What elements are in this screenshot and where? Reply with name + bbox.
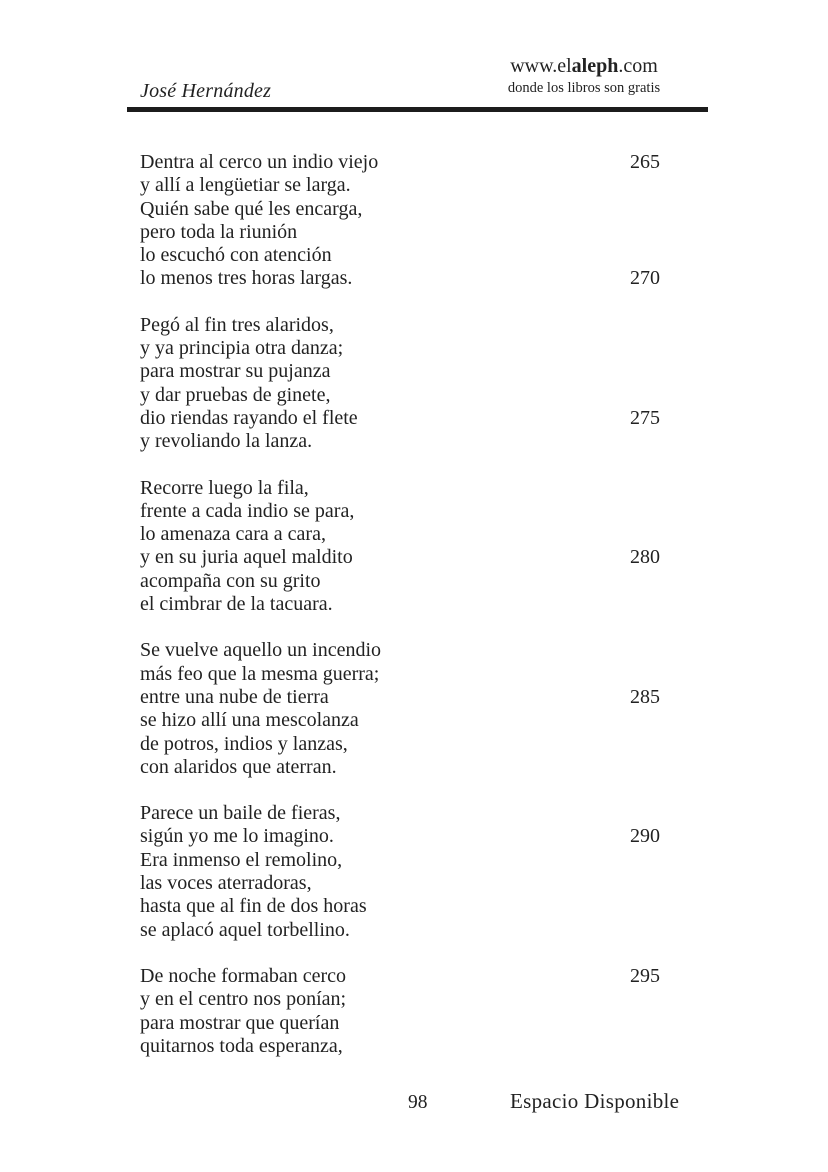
site-header	[458, 55, 710, 97]
poem-line-text: entre una nube de tierra	[140, 685, 329, 708]
poem-line-text: y en su juria aquel maldito	[140, 546, 353, 569]
poem-line-text: lo escuchó con atención	[140, 244, 332, 267]
verse-number: 265	[630, 151, 660, 173]
poem-line	[140, 151, 828, 174]
poem-line-text: Parece un baile de fieras,	[140, 802, 341, 825]
poem-line-text: Quién sabe qué les encarga,	[140, 197, 363, 220]
poem-line	[140, 407, 828, 430]
poem-line-text: lo amenaza cara a cara,	[140, 523, 326, 546]
stanza	[140, 314, 828, 454]
stanza	[140, 151, 828, 291]
site-url	[458, 55, 710, 77]
poem-line	[140, 221, 828, 244]
verse-number: 270	[630, 267, 660, 290]
poem-line-text: y allí a lengüetiar se larga.	[140, 174, 351, 197]
poem-line	[140, 430, 828, 453]
poem-line-text: Dentra al cerco un indio viejo	[140, 151, 379, 173]
poem-line	[140, 639, 828, 662]
poem-line-text: las voces aterradoras,	[140, 872, 312, 895]
poem-line-text: se hizo allí una mescolanza	[140, 709, 359, 732]
site-url-brand: aleph	[571, 55, 619, 77]
poem-line	[140, 314, 828, 337]
poem-line-text: y dar pruebas de ginete,	[140, 383, 331, 406]
poem-line-text: pero toda la riunión	[140, 220, 298, 243]
poem-line	[140, 686, 828, 709]
poem-line	[140, 756, 828, 779]
poem-line	[140, 477, 828, 500]
page-number: 98	[408, 1092, 428, 1113]
poem-line	[140, 570, 828, 593]
verse-number: 290	[630, 825, 660, 848]
stanza	[140, 477, 828, 617]
poem-line	[140, 1012, 828, 1035]
poem-line	[140, 500, 828, 523]
poem-line-text: Recorre luego la fila,	[140, 476, 309, 499]
watermark-text: Espacio Disponible	[510, 1089, 680, 1113]
poem-line	[140, 593, 828, 616]
poem-line	[140, 709, 828, 732]
poem-line	[140, 174, 828, 197]
verse-number: 275	[630, 406, 660, 429]
poem-line-text: Se vuelve aquello un incendio	[140, 639, 382, 662]
poem-line-text: dio riendas rayando el flete	[140, 406, 358, 429]
poem-line-text: frente a cada indio se para,	[140, 499, 355, 522]
poem-line-text: sigún yo me lo imagino.	[140, 825, 334, 848]
poem-line	[140, 384, 828, 407]
poem-line-text: acompaña con su grito	[140, 569, 321, 592]
site-url-prefix: www.el	[510, 55, 572, 77]
poem-line	[140, 663, 828, 686]
poem-line	[140, 895, 828, 918]
poem-line	[140, 198, 828, 221]
author-name: José Hernández	[140, 80, 272, 102]
poem-line	[140, 360, 828, 383]
poem-line-text: De noche formaban cerco	[140, 964, 346, 987]
poem-line	[140, 546, 828, 569]
poem-line-text: con alaridos que aterran.	[140, 755, 337, 778]
verse-number: 285	[630, 685, 660, 708]
verse-number: 280	[630, 546, 660, 569]
poem-line-text: para mostrar que querían	[140, 1011, 340, 1034]
poem-line	[140, 267, 828, 290]
poem-line	[140, 849, 828, 872]
site-url-suffix: .com	[618, 55, 658, 77]
poem-line	[140, 244, 828, 267]
stanza	[140, 802, 828, 942]
poem-line	[140, 965, 828, 988]
poem-line	[140, 919, 828, 942]
poem-line-text: para mostrar su pujanza	[140, 360, 331, 383]
poem-line-text: de potros, indios y lanzas,	[140, 732, 348, 755]
poem-line-text: hasta que al fin de dos horas	[140, 895, 367, 918]
poem-line-text: se aplacó aquel torbellino.	[140, 918, 350, 941]
poem-line	[140, 802, 828, 825]
poem-line-text: Pegó al fin tres alaridos,	[140, 313, 334, 336]
poem-line-text: Era inmenso el remolino,	[140, 848, 343, 871]
poem-line	[140, 523, 828, 546]
poem-line-text: y en el centro nos ponían;	[140, 988, 347, 1011]
poem-line	[140, 337, 828, 360]
poem-line	[140, 825, 828, 848]
poem-line-text: lo menos tres horas largas.	[140, 267, 353, 290]
poem-line	[140, 988, 828, 1011]
poem-body	[140, 151, 828, 1081]
poem-line-text: quitarnos toda esperanza,	[140, 1034, 343, 1057]
poem-line	[140, 1035, 828, 1058]
stanza	[140, 965, 828, 1058]
header-double-rule	[127, 107, 708, 112]
stanza	[140, 639, 828, 779]
poem-line-text: más feo que la mesma guerra;	[140, 662, 380, 685]
poem-line	[140, 872, 828, 895]
poem-line-text: y revoliando la lanza.	[140, 430, 313, 453]
poem-line-text: y ya principia otra danza;	[140, 337, 344, 360]
poem-line	[140, 733, 828, 756]
verse-number: 295	[630, 964, 660, 987]
poem-line-text: el cimbrar de la tacuara.	[140, 593, 333, 616]
site-tagline: donde los libros son gratis	[507, 80, 661, 96]
